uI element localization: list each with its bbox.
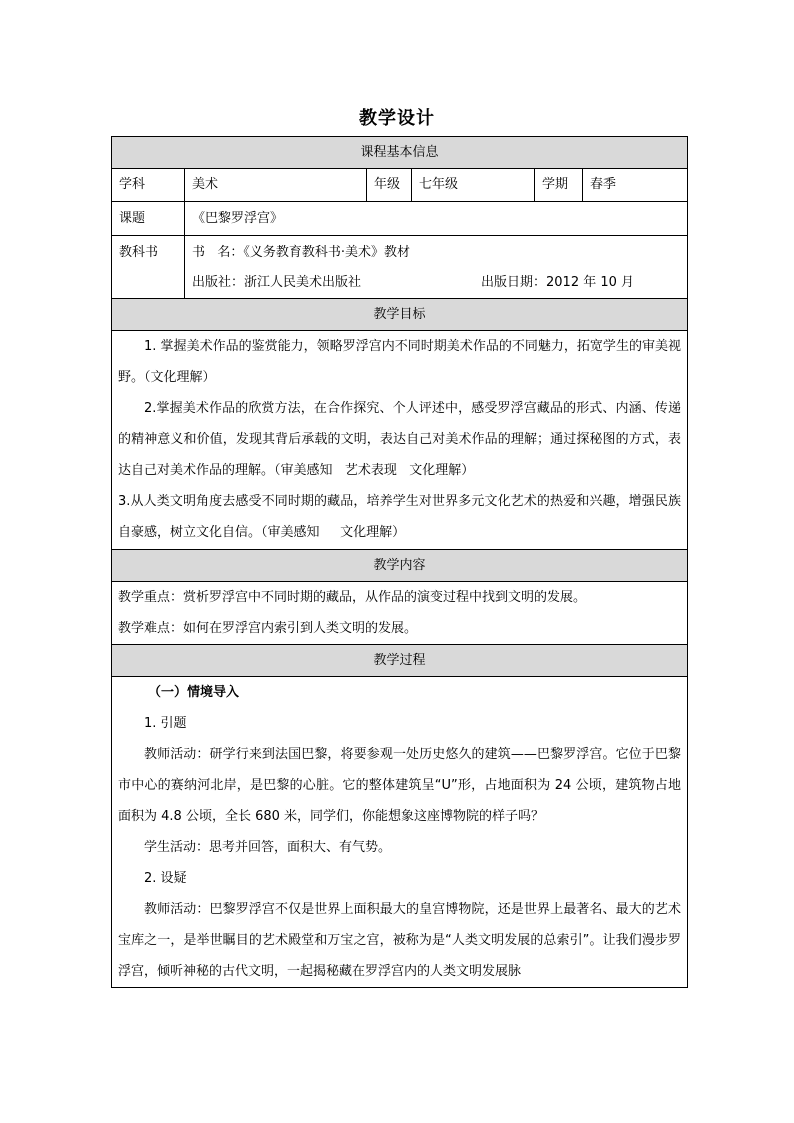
topic-row bbox=[112, 202, 687, 236]
topic-value: 《巴黎罗浮宫》 bbox=[192, 211, 284, 226]
textbook-row bbox=[112, 236, 687, 299]
content-body bbox=[112, 582, 687, 645]
basic-info-header: 课程基本信息 bbox=[112, 137, 687, 169]
process-body bbox=[112, 677, 687, 988]
publisher: 出版社：浙江人民美术出版社 bbox=[192, 275, 362, 290]
grade-label: 年级 bbox=[367, 169, 412, 201]
objective-1: 1. 掌握美术作品的鉴赏能力，领略罗浮宫内不同时期美术作品的不同魅力，拓宽学生的审美视野。（文化理解） bbox=[118, 339, 681, 385]
textbook-label: 教科书 bbox=[112, 236, 185, 298]
grade-value: 七年级 bbox=[412, 169, 535, 201]
key-point: 教学重点：赏析罗浮宫中不同时期的藏品，从作品的演变过程中找到文明的发展。 bbox=[118, 590, 587, 605]
objectives-body bbox=[112, 331, 687, 550]
publish-date: 出版日期：2012 年 10 月 bbox=[481, 275, 635, 290]
process-header: 教学过程 bbox=[112, 645, 687, 677]
section-intro-heading: （一）情境导入 bbox=[148, 685, 240, 700]
book-name: 书 名：《义务教育教科书·美术》教材 bbox=[192, 245, 411, 260]
textbook-details bbox=[185, 236, 687, 298]
subject-value: 美术 bbox=[185, 169, 367, 201]
document-title: 教学设计 bbox=[359, 108, 435, 129]
term-label: 学期 bbox=[535, 169, 583, 201]
objectives-header: 教学目标 bbox=[112, 299, 687, 331]
difficulty-point: 教学难点：如何在罗浮宫内索引到人类文明的发展。 bbox=[118, 621, 418, 636]
lesson-plan-table bbox=[111, 136, 688, 988]
publish-line bbox=[192, 268, 687, 298]
subject-label: 学科 bbox=[112, 169, 185, 201]
student-activity-1: 学生活动：思考并回答，面积大、有气势。 bbox=[144, 840, 392, 855]
objective-3: 3.从人类文明角度去感受不同时期的藏品，培养学生对世界多元文化艺术的热爱和兴趣，增强民族自豪感，树立文化自信。（审美感知 文化理解） bbox=[118, 494, 681, 540]
content-header: 教学内容 bbox=[112, 550, 687, 582]
step-2-heading: 2. 设疑 bbox=[144, 871, 187, 886]
teacher-activity-1: 教师活动：研学行来到法国巴黎，将要参观一处历史悠久的建筑——巴黎罗浮宫。它位于巴黎市中心的赛纳河北岸，是巴黎的心脏。它的整体建筑呈“U”形，占地面积为 24 公顷，建筑物占地面积为 4.8 公顷，全长 680 米，同学们，你能想象这座博物院的样子吗？ bbox=[118, 747, 681, 824]
objective-2: 2.掌握美术作品的欣赏方法，在合作探究、个人评述中，感受罗浮宫藏品的形式、内涵、传递的精神意义和价值，发现其背后承载的文明，表达自己对美术作品的理解；通过探秘图的方式，表达自己对美术作品的理解。（审美感知 艺术表现 文化理解） bbox=[118, 401, 681, 478]
topic-label: 课题 bbox=[112, 202, 185, 235]
subject-row bbox=[112, 169, 687, 202]
term-value: 春季 bbox=[590, 177, 617, 192]
teacher-activity-2: 教师活动：巴黎罗浮宫不仅是世界上面积最大的皇宫博物院，还是世界上最著名、最大的艺术宝库之一，是举世瞩目的艺术殿堂和万宝之宫，被称为是“人类文明发展的总索引”。让我们漫步罗浮宫，倾听神秘的古代文明，一起揭秘藏在罗浮宫内的人类文明发展脉 bbox=[118, 902, 681, 979]
step-1-heading: 1. 引题 bbox=[144, 716, 187, 731]
